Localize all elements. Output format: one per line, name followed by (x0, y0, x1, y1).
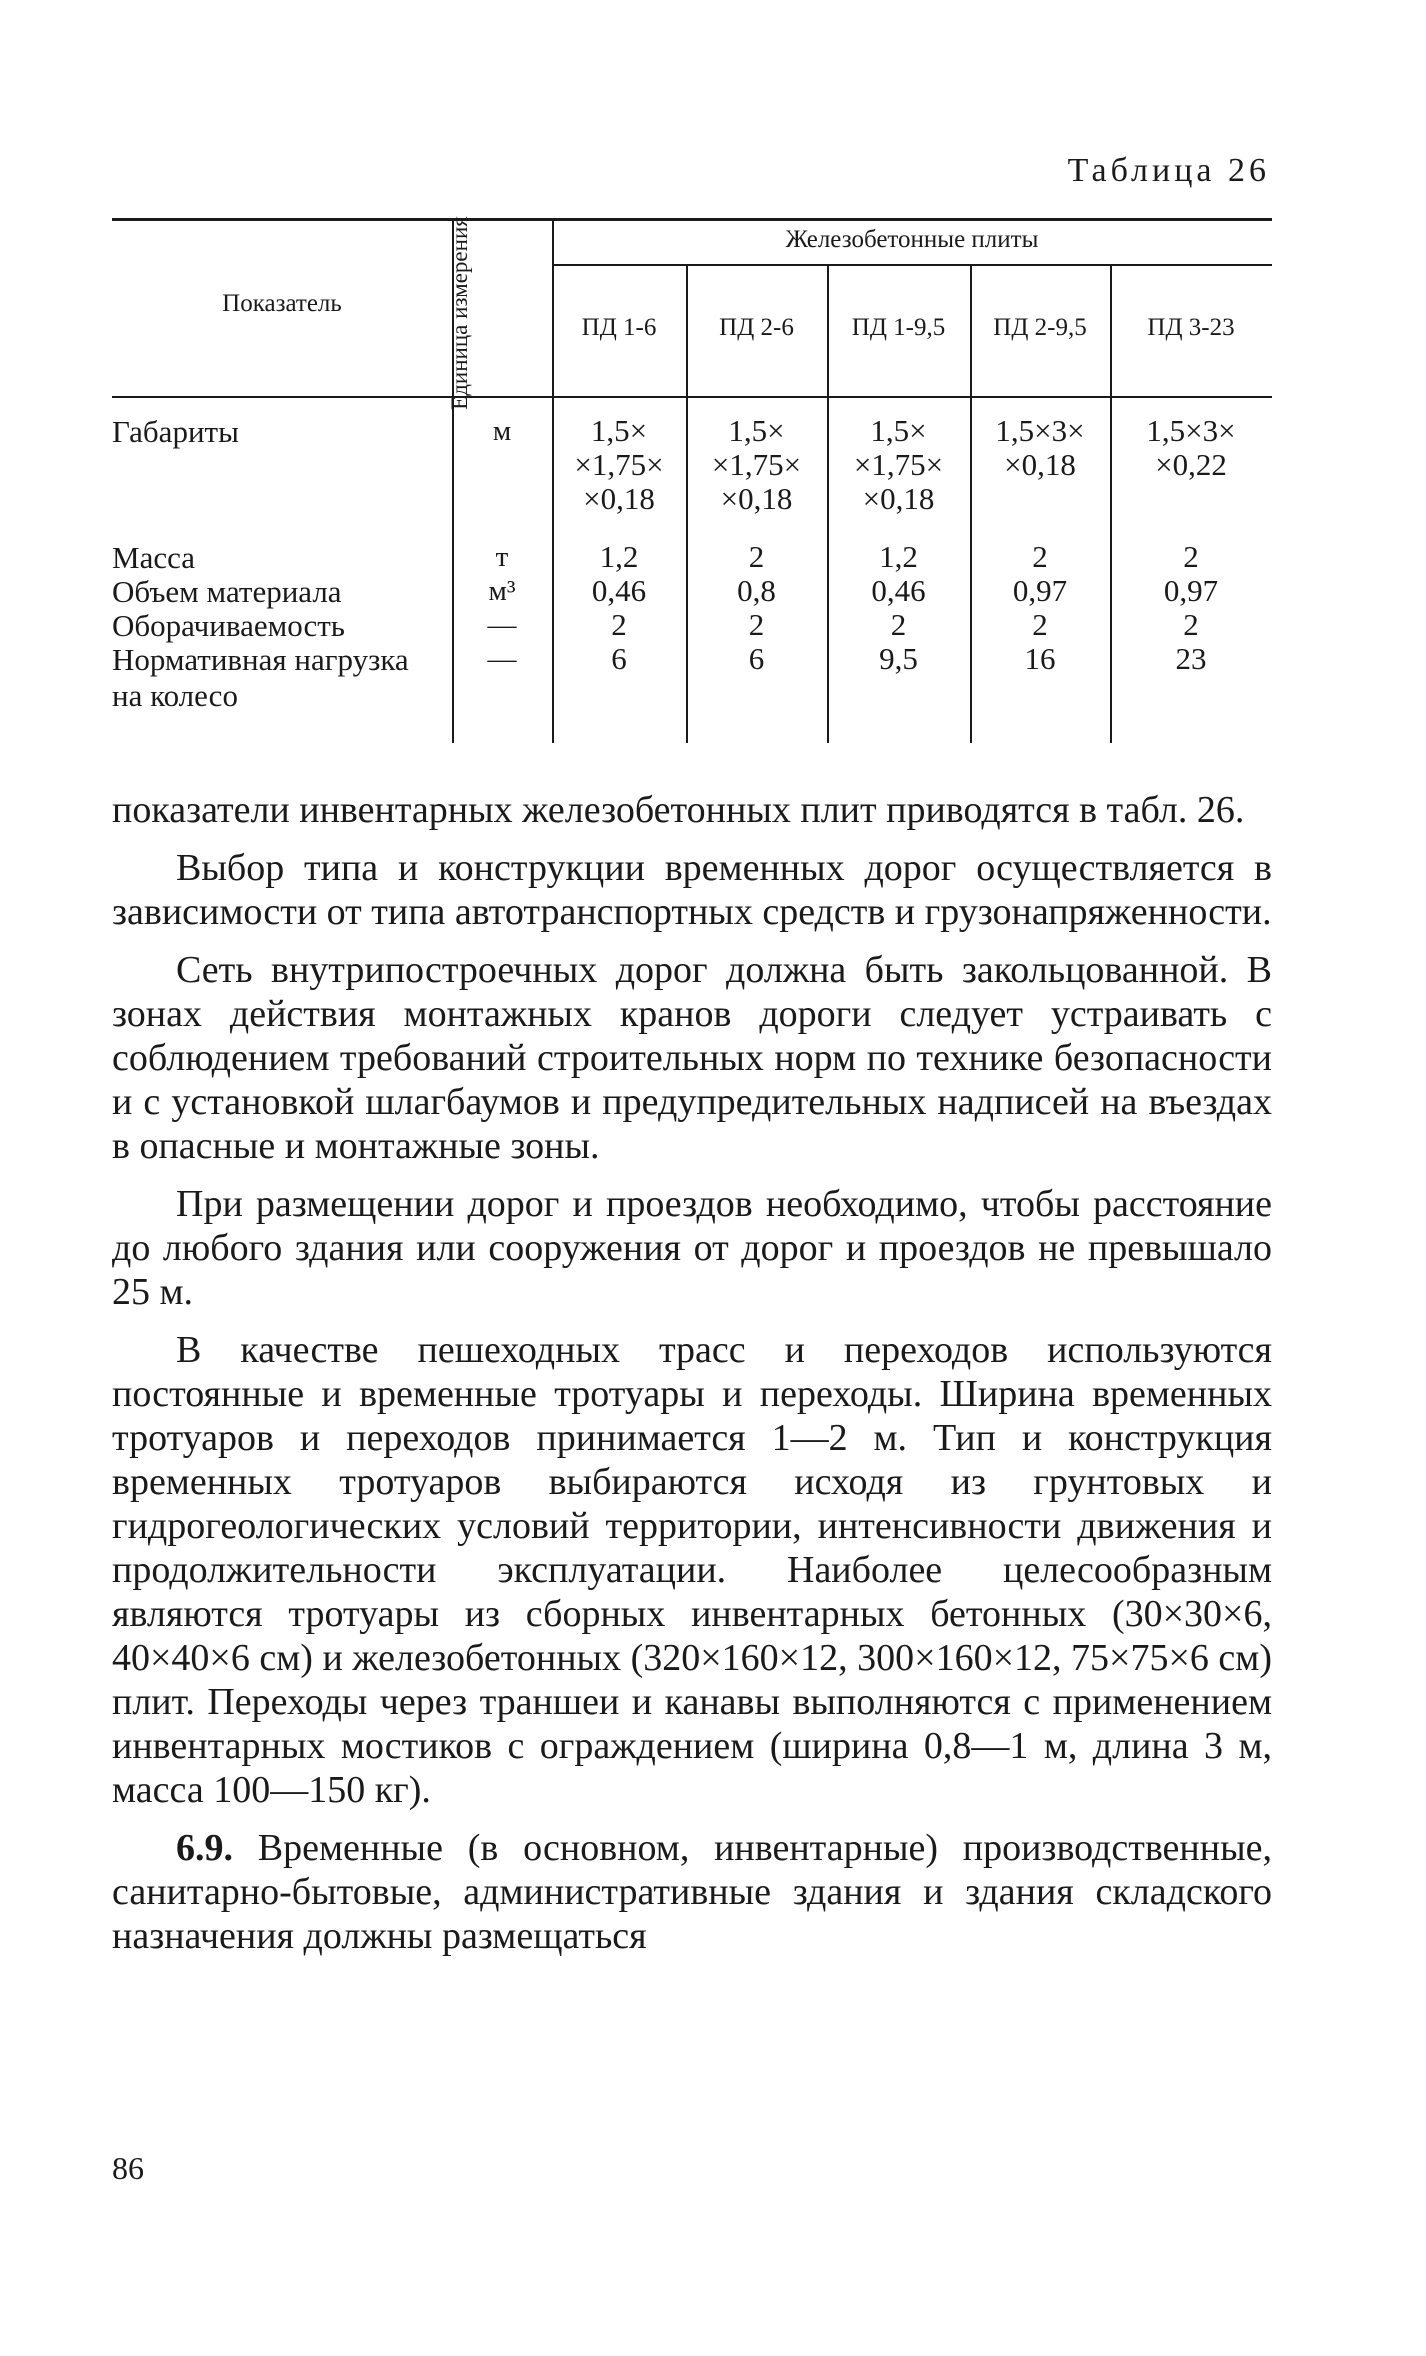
table-cell: 6 (748, 641, 765, 676)
table-cell: 1,5×3× ×0,22 (1146, 413, 1236, 482)
row-unit: м³ (488, 575, 516, 607)
paragraph-text: Выбор типа и конструкции временных дорог осуществляется в зависимости от типа автотранспортных средств и грузонапряженности. (112, 847, 1272, 933)
row-unit: — (487, 643, 517, 675)
table-cell: 0,8 (737, 573, 776, 608)
table-cell: 1,2 (879, 539, 918, 574)
paragraph-text: показатели инвентарных железобетонных плит приводятся в табл. 26. (112, 789, 1245, 831)
row-unit: — (487, 609, 517, 641)
paragraph (112, 846, 1272, 934)
paragraph-text: Сеть внутрипостроечных дорог должна быть закольцованной. В зонах действия монтажных кранов дороги следует устраивать с соблюдением требований строительных норм по технике безопасности и с установкой шлагбаумов и предупредительных надписей на въездах в опасные и монтажные зоны. (112, 949, 1272, 1167)
table-cell: 2 (1183, 539, 1199, 574)
page-number: 86 (112, 2150, 144, 2186)
table-cell: 1,2 (599, 539, 639, 574)
header-plates-group: Железобетонные плиты (785, 226, 1039, 253)
header-plate: ПД 2-6 (719, 314, 794, 341)
table-cell: 6 (611, 641, 627, 676)
table-cell: 1,5× ×1,75× ×0,18 (711, 413, 802, 516)
row-label: Оборачиваемость (112, 608, 345, 643)
paragraph (112, 948, 1272, 1168)
row-label: Масса (112, 540, 195, 575)
table-cell: 1,5×3× ×0,18 (995, 413, 1085, 482)
row-label: Объем материала (112, 574, 342, 609)
table-cell: 0,97 (1012, 573, 1068, 608)
header-plate: ПД 3-23 (1147, 314, 1235, 341)
table-cell: 16 (1024, 641, 1056, 676)
paragraph-text: При размещении дорог и проездов необходимо, чтобы расстояние до любого здания или сооружения от дорог и проездов не превышало 25 м. (112, 1183, 1272, 1313)
header-bottom-rule (112, 396, 1272, 398)
table-cell: 2 (1032, 539, 1048, 574)
paragraph (112, 788, 1272, 832)
paragraph (112, 1328, 1272, 1812)
body-text (112, 788, 1272, 1972)
table-cell: 2 (748, 607, 765, 642)
section-number: 6.9. (176, 1827, 233, 1869)
table-caption: Таблица 26 (1067, 152, 1270, 189)
table-cell: 2 (890, 607, 907, 642)
table-cell: 2 (1183, 607, 1199, 642)
row-unit: т (495, 541, 509, 573)
table-cell: 9,5 (879, 641, 918, 676)
paragraph (112, 1826, 1272, 1958)
table-cell: 0,97 (1163, 573, 1219, 608)
header-plate: ПД 2-9,5 (993, 314, 1087, 341)
data-table (112, 218, 1272, 743)
table-cell: 2 (611, 607, 627, 642)
paragraph-text: Временные (в основном, инвентарные) производственные, санитарно-бытовые, административные здания и здания складского назначения должны размещаться (112, 1827, 1272, 1957)
table-cell: 0,46 (871, 573, 926, 608)
table-cell: 1,5× ×1,75× ×0,18 (574, 413, 664, 516)
paragraph (112, 1182, 1272, 1314)
row-unit: м (492, 415, 512, 447)
table-cell: 0,46 (591, 573, 647, 608)
table-cell: 2 (1032, 607, 1048, 642)
table-top-rule (112, 218, 1272, 221)
paragraph-text: В качестве пешеходных трасс и переходов используются постоянные и временные тротуары и переходы. Ширина временных тротуаров и переходов принимается 1—2 м. Тип и конструкция временных тротуаров выбираются исходя из грунтовых и гидрогеологических условий территории, интенсивности движения и продолжительности эксплуатации. Наиболее целесообразным являются тротуары из сборных инвентарных бетонных (30×30×6, 40×40×6 см) и железобетонных (320×160×12, 300×160×12, 75×75×6 см) плит. Переходы через траншеи и канавы выполняются с применением инвентарных мостиков с ограждением (ширина 0,8—1 м, длина 3 м, масса 100—150 кг). (112, 1329, 1272, 1811)
header-indicator: Показатель (222, 290, 342, 317)
header-unit: Единица измерения (447, 216, 472, 410)
header-plate: ПД 1-9,5 (851, 314, 946, 341)
table-cell: 1,5× ×1,75× ×0,18 (853, 413, 944, 516)
group-header-rule (552, 264, 1272, 266)
header-plate: ПД 1-6 (581, 314, 657, 341)
table-cell: 23 (1175, 641, 1207, 676)
row-label: Габариты (112, 414, 239, 449)
row-label: Нормативная нагрузка на колесо (112, 642, 409, 713)
table-cell: 2 (748, 539, 765, 574)
